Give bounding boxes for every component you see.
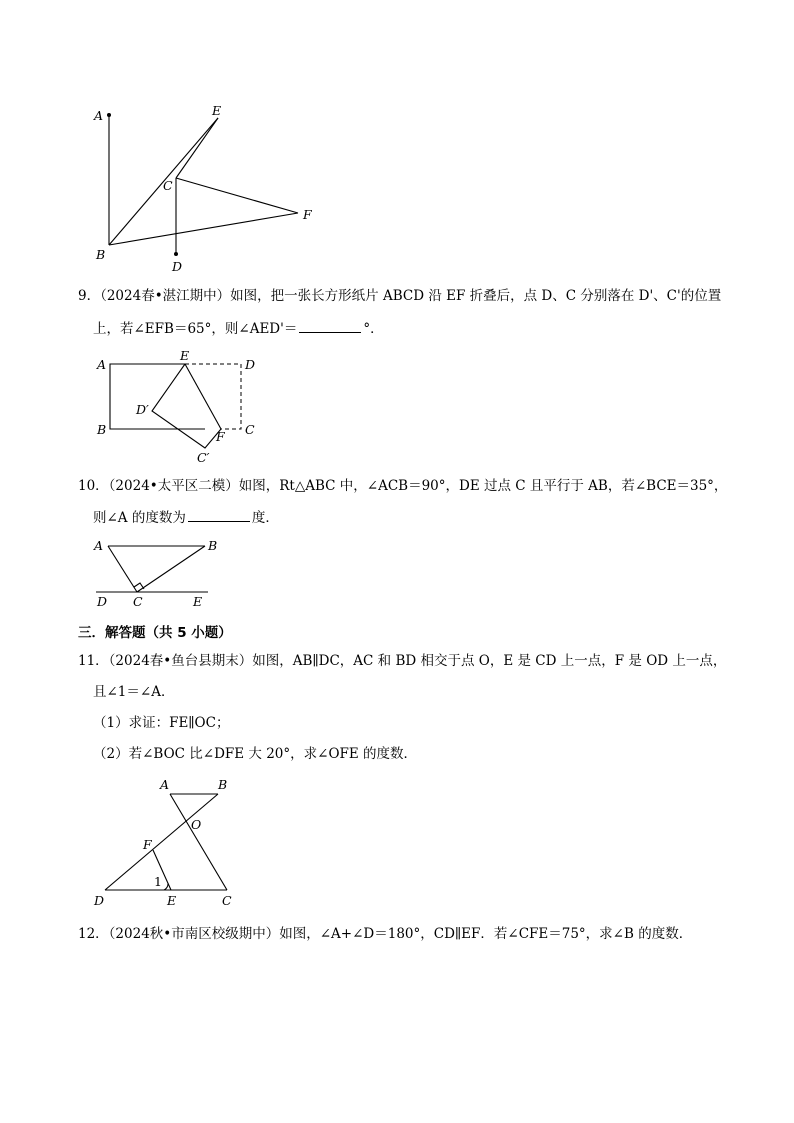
figure-q8	[0, 0, 794, 280]
question-10-line1: 10．（2024•太平区二模）如图，Rt△ABC 中，∠ACB＝90°，DE 过点 C 且平行于 AB，若∠BCE＝35°，	[78, 478, 728, 494]
figure-q11	[0, 775, 794, 915]
question-9-line1: 9．（2024春•湛江期中）如图，把一张长方形纸片 ABCD 沿 EF 折叠后，点 D、C 分别落在 D'、C'的位置	[78, 288, 722, 304]
q9-label-c: C	[245, 422, 255, 437]
q11-label-a: A	[160, 777, 170, 792]
label-b: B	[96, 247, 106, 262]
question-11-part1: （1）求证：FE∥OC；	[93, 715, 230, 731]
label-d: D	[172, 259, 183, 274]
q10-label-c: C	[133, 594, 143, 609]
question-10-line2: 则∠A 的度数为 度．	[78, 507, 728, 528]
q9-label-f: F	[216, 429, 225, 444]
q11-label-f: F	[143, 837, 152, 852]
angle-1-arc	[164, 883, 168, 890]
question-10	[78, 476, 728, 528]
figure-q8-lines	[109, 115, 298, 254]
question-12-line1: 12．（2024秋•市南区校级期中）如图，∠A+∠D＝180°，CD∥EF．若∠CFE＝75°，求∠B 的度数．	[78, 926, 693, 942]
label-a: A	[94, 108, 104, 123]
q11-label-b: B	[218, 777, 228, 792]
q9-label-e: E	[180, 348, 190, 363]
q10-label-a: A	[94, 538, 104, 553]
q9-label-d: D	[245, 357, 256, 372]
question-11-line2: 且∠1＝∠A．	[93, 684, 175, 700]
question-11-line1: 11．（2024春•鱼台县期末）如图，AB∥DC，AC 和 BD 相交于点 O，E 是 CD 上一点，F 是 OD 上一点，	[78, 653, 727, 669]
question-11-part2: （2）若∠BOC 比∠DFE 大 20°，求∠OFE 的度数．	[93, 746, 418, 762]
question-11	[78, 651, 728, 764]
label-f: F	[303, 207, 312, 222]
q9-label-a: A	[97, 357, 107, 372]
q11-label-1: 1	[154, 874, 162, 889]
figure-q9	[0, 340, 794, 470]
q11-label-d: D	[94, 893, 105, 908]
section-heading-3: 三．解答题（共 5 小题）	[78, 625, 232, 641]
label-e: E	[212, 103, 222, 118]
q10-label-b: B	[208, 538, 218, 553]
point-a-dot	[107, 113, 111, 117]
q9-label-dp: D′	[136, 402, 149, 417]
figure-q10	[0, 530, 794, 610]
q11-label-e: E	[167, 893, 177, 908]
question-9-line2: 上，若∠EFB＝65°，则∠AED'＝ °．	[78, 318, 728, 339]
answer-blank-9[interactable]	[299, 318, 361, 333]
point-d-dot	[174, 252, 178, 256]
question-12	[78, 924, 728, 944]
q11-label-c: C	[222, 893, 232, 908]
q11-label-o: O	[191, 817, 202, 832]
q10-label-d: D	[97, 594, 108, 609]
q9-label-cp: C′	[197, 450, 210, 465]
label-c: C	[163, 178, 173, 193]
answer-blank-10[interactable]	[188, 507, 250, 522]
question-9	[78, 286, 728, 339]
q9-label-b: B	[97, 422, 107, 437]
q10-label-e: E	[193, 594, 203, 609]
